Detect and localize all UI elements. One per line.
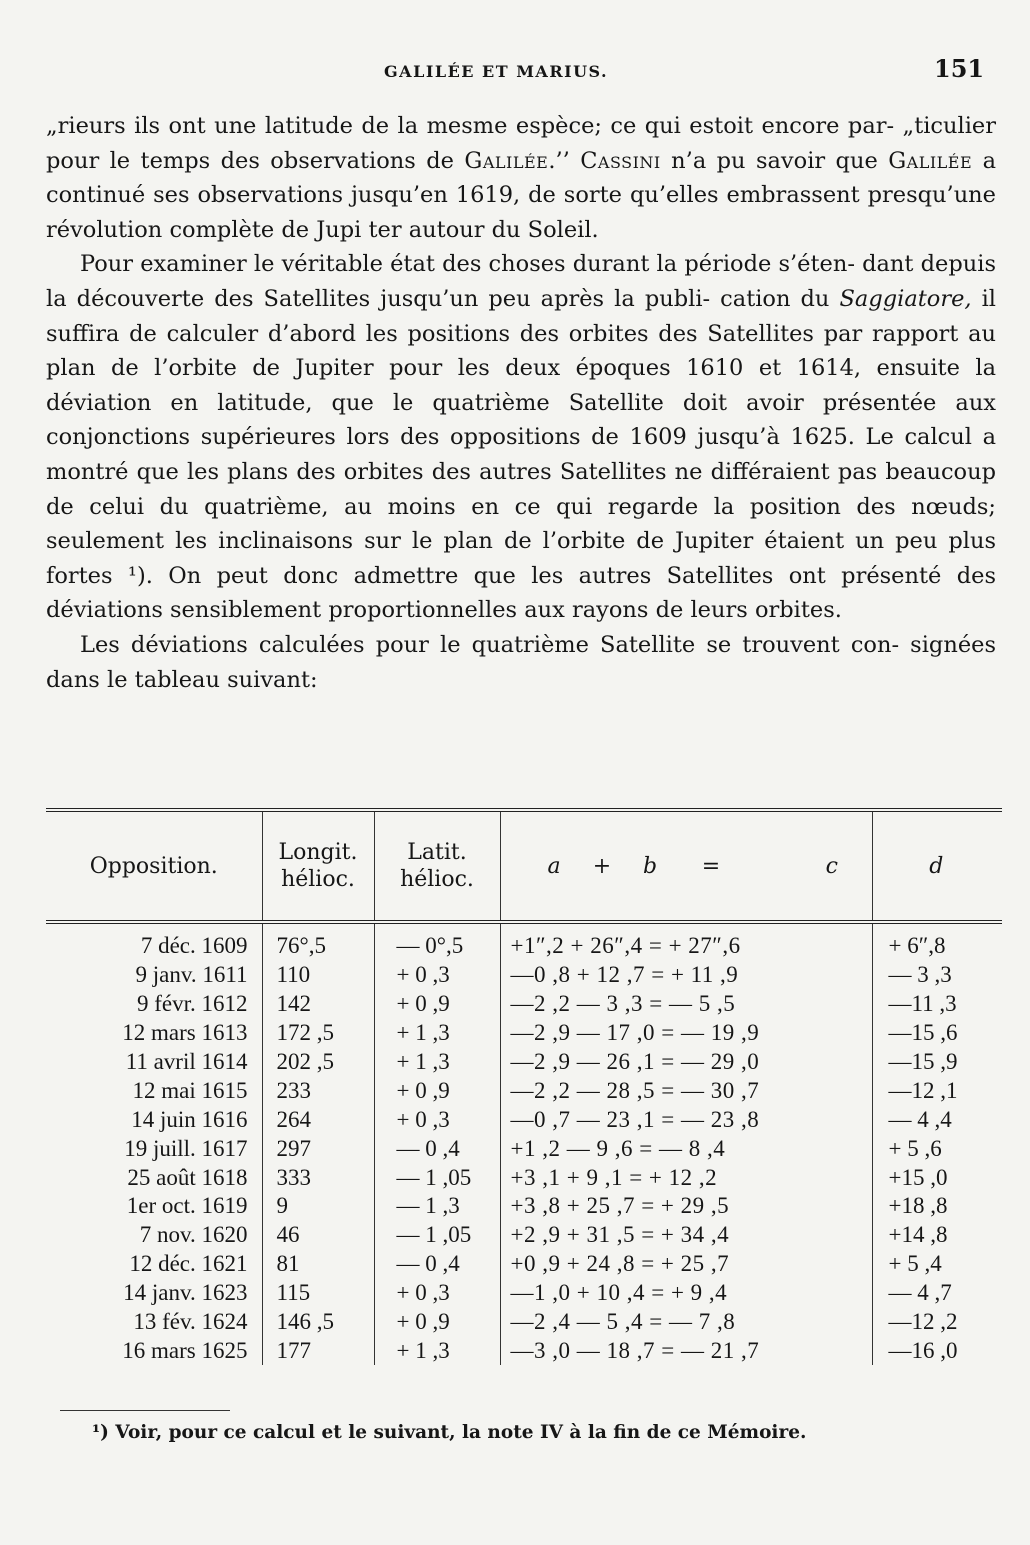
cell-opposition: 12 mai 1615 (46, 1076, 262, 1105)
table-row (46, 1019, 1002, 1048)
cell-d: —12 ,1 (888, 1077, 958, 1103)
cell-opposition: 25 août 1618 (46, 1163, 262, 1192)
cell-longitude: 110 (262, 961, 374, 990)
cell-longitude: 202 ,5 (262, 1048, 374, 1077)
cell-d: — 3 ,3 (888, 962, 952, 988)
cell-opposition: 13 fév. 1624 (46, 1308, 262, 1337)
cell-longitude: 177 (262, 1336, 374, 1365)
cell-latitude: — 1 ,3 (374, 1192, 500, 1221)
cell-formula: —2 ,9 — 17 ,0 = — 19 ,9 (500, 1019, 872, 1048)
text-run: n’a pu savoir que (660, 147, 889, 174)
cell-opposition: 9 janv. 1611 (46, 961, 262, 990)
table-header-row (46, 810, 1002, 922)
cell-latitude: + 0 ,9 (374, 1308, 500, 1337)
cell-opposition: 11 avril 1614 (46, 1048, 262, 1077)
cell-longitude: 333 (262, 1163, 374, 1192)
cell-opposition: 16 mars 1625 (46, 1336, 262, 1365)
paragraph-2 (46, 247, 996, 628)
cell-latitude: + 1 ,3 (374, 1048, 500, 1077)
cell-latitude: + 1 ,3 (374, 1019, 500, 1048)
cell-latitude: + 1 ,3 (374, 1336, 500, 1365)
page-number: 151 (934, 54, 985, 83)
body-text (46, 109, 996, 697)
table-row (46, 1279, 1002, 1308)
author-name: Cassini (580, 147, 661, 174)
book-title: Saggiatore, (839, 285, 972, 312)
table-row (46, 1105, 1002, 1134)
cell-formula: +1 ,2 — 9 ,6 = — 8 ,4 (500, 1134, 872, 1163)
cell-d: —15 ,6 (888, 1020, 958, 1046)
header-plus: + (592, 853, 614, 879)
cell-longitude: 146 ,5 (262, 1308, 374, 1337)
header-opposition: Opposition. (46, 810, 262, 922)
deviation-table (46, 808, 1002, 1365)
author-name: Galilée (464, 147, 549, 174)
cell-longitude: 172 ,5 (262, 1019, 374, 1048)
cell-d: +14 ,8 (888, 1222, 948, 1248)
cell-longitude: 9 (262, 1192, 374, 1221)
header-longitude (262, 810, 374, 922)
cell-opposition: 14 janv. 1623 (46, 1279, 262, 1308)
header-d: d (872, 810, 1002, 922)
cell-latitude: + 0 ,3 (374, 961, 500, 990)
cell-formula: +1″,2 + 26″,4 = + 27″,6 (500, 922, 872, 961)
table-row (46, 1336, 1002, 1365)
footnote-rule (60, 1410, 230, 1411)
cell-formula: +2 ,9 + 31 ,5 = + 34 ,4 (500, 1221, 872, 1250)
cell-longitude: 115 (262, 1279, 374, 1308)
cell-latitude: + 0 ,3 (374, 1105, 500, 1134)
cell-longitude: 81 (262, 1250, 374, 1279)
cell-latitude: — 0°,5 (374, 922, 500, 961)
table-row (46, 922, 1002, 961)
author-name: Galilée (888, 147, 973, 174)
text-run: Pour examiner le véritable état des choses durant la période s’éten- dant depuis la découverte des Satellites jusqu’un peu après la publi- cation du (46, 251, 996, 312)
cell-latitude: — 1 ,05 (374, 1163, 500, 1192)
paragraph-3: Les déviations calculées pour le quatrième Satellite se trouvent con- signées dans le tableau suivant: (46, 631, 996, 693)
header-line: Latit. (407, 840, 467, 865)
header-a: a (547, 853, 563, 879)
cell-formula: —1 ,0 + 10 ,4 = + 9 ,4 (500, 1279, 872, 1308)
cell-latitude: — 1 ,05 (374, 1221, 500, 1250)
cell-opposition: 12 déc. 1621 (46, 1250, 262, 1279)
cell-opposition: 1er oct. 1619 (46, 1192, 262, 1221)
cell-longitude: 297 (262, 1134, 374, 1163)
cell-opposition: 9 févr. 1612 (46, 990, 262, 1019)
header-latitude (374, 810, 500, 922)
cell-longitude: 142 (262, 990, 374, 1019)
cell-d: +15 ,0 (888, 1164, 948, 1190)
cell-d: + 5 ,6 (888, 1135, 942, 1161)
table-row (46, 1163, 1002, 1192)
table-row (46, 990, 1002, 1019)
header-c: c (825, 853, 840, 879)
cell-latitude: + 0 ,9 (374, 990, 500, 1019)
table-row (46, 961, 1002, 990)
text-run: a continué ses observations jusqu’en 1619, de sorte qu’elles embrassent presqu’une révolution complète de Jupi ter autour du Soleil. (46, 147, 996, 243)
header-b: b (642, 853, 660, 879)
running-head (0, 54, 1030, 88)
table-row (46, 1221, 1002, 1250)
header-line: Longit. (278, 840, 358, 865)
cell-d: —12 ,2 (888, 1309, 958, 1335)
cell-formula: —2 ,9 — 26 ,1 = — 29 ,0 (500, 1048, 872, 1077)
cell-formula: —0 ,7 — 23 ,1 = — 23 ,8 (500, 1105, 872, 1134)
cell-latitude: — 0 ,4 (374, 1250, 500, 1279)
paragraph-1 (46, 109, 996, 247)
header-equals: = (701, 853, 723, 879)
cell-d: —15 ,9 (888, 1049, 958, 1074)
cell-formula: +3 ,1 + 9 ,1 = + 12 ,2 (500, 1163, 872, 1192)
text-run: .’’ (548, 147, 581, 174)
table-row (46, 1192, 1002, 1221)
cell-formula: +0 ,9 + 24 ,8 = + 25 ,7 (500, 1250, 872, 1279)
cell-latitude: — 0 ,4 (374, 1134, 500, 1163)
table-row (46, 1076, 1002, 1105)
cell-opposition: 7 nov. 1620 (46, 1221, 262, 1250)
table-row (46, 1308, 1002, 1337)
running-title: GALILÉE ET MARIUS. (384, 62, 609, 81)
table-body (46, 922, 1002, 1365)
cell-formula: —2 ,2 — 28 ,5 = — 30 ,7 (500, 1076, 872, 1105)
cell-formula: +3 ,8 + 25 ,7 = + 29 ,5 (500, 1192, 872, 1221)
cell-latitude: + 0 ,9 (374, 1076, 500, 1105)
cell-formula: —2 ,4 — 5 ,4 = — 7 ,8 (500, 1308, 872, 1337)
cell-longitude: 46 (262, 1221, 374, 1250)
header-formula (500, 810, 872, 922)
cell-opposition: 19 juill. 1617 (46, 1134, 262, 1163)
text-run: il suffira de calculer d’abord les positions des orbites des Satellites par rapport au plan de l’orbite de Jupiter pour les deux époques 1610 et 1614, ensuite la déviation en latitude, que le quatrième Satellite doit avoir présentée aux conjonctions supérieures lors des oppositions de 1609 jusqu’à 1625. Le calcul a montré que les plans des orbites des autres Satellites ne différaient pas beaucoup de celui du quatrième, au moins en ce qui regarde la position des nœuds; seulement les inclinaisons sur le plan de l’orbite de Jupiter étaient un peu plus fortes ¹). On peut donc admettre que les autres Satellites ont présenté des déviations sensiblement proportionnelles aux rayons de leurs orbites. (46, 285, 996, 624)
cell-d: —16 ,0 (888, 1337, 958, 1363)
cell-longitude: 264 (262, 1105, 374, 1134)
cell-d: —11 ,3 (888, 991, 957, 1017)
cell-d: — 4 ,7 (888, 1280, 952, 1306)
table-row (46, 1134, 1002, 1163)
footnote: ¹) Voir, pour ce calcul et le suivant, la note IV à la fin de ce Mémoire. (92, 1422, 807, 1443)
cell-d: +18 ,8 (888, 1193, 948, 1219)
header-line: hélioc. (281, 867, 355, 892)
cell-formula: —3 ,0 — 18 ,7 = — 21 ,7 (500, 1336, 872, 1365)
cell-d: — 4 ,4 (888, 1106, 952, 1132)
table-row (46, 1048, 1002, 1077)
cell-longitude: 233 (262, 1076, 374, 1105)
cell-formula: —2 ,2 — 3 ,3 = — 5 ,5 (500, 990, 872, 1019)
header-line: hélioc. (400, 867, 474, 892)
cell-d: + 5 ,4 (888, 1251, 942, 1277)
cell-opposition: 14 juin 1616 (46, 1105, 262, 1134)
cell-d: + 6″,8 (888, 933, 946, 959)
table-row (46, 1250, 1002, 1279)
text-run: „rieurs ils ont une latitude de la mesme espèce; ce qui estoit encore par- „ticulier pour le temps des observations de (46, 113, 996, 174)
cell-opposition: 7 déc. 1609 (46, 922, 262, 961)
cell-formula: —0 ,8 + 12 ,7 = + 11 ,9 (500, 961, 872, 990)
cell-longitude: 76°,5 (262, 922, 374, 961)
cell-latitude: + 0 ,3 (374, 1279, 500, 1308)
cell-opposition: 12 mars 1613 (46, 1019, 262, 1048)
